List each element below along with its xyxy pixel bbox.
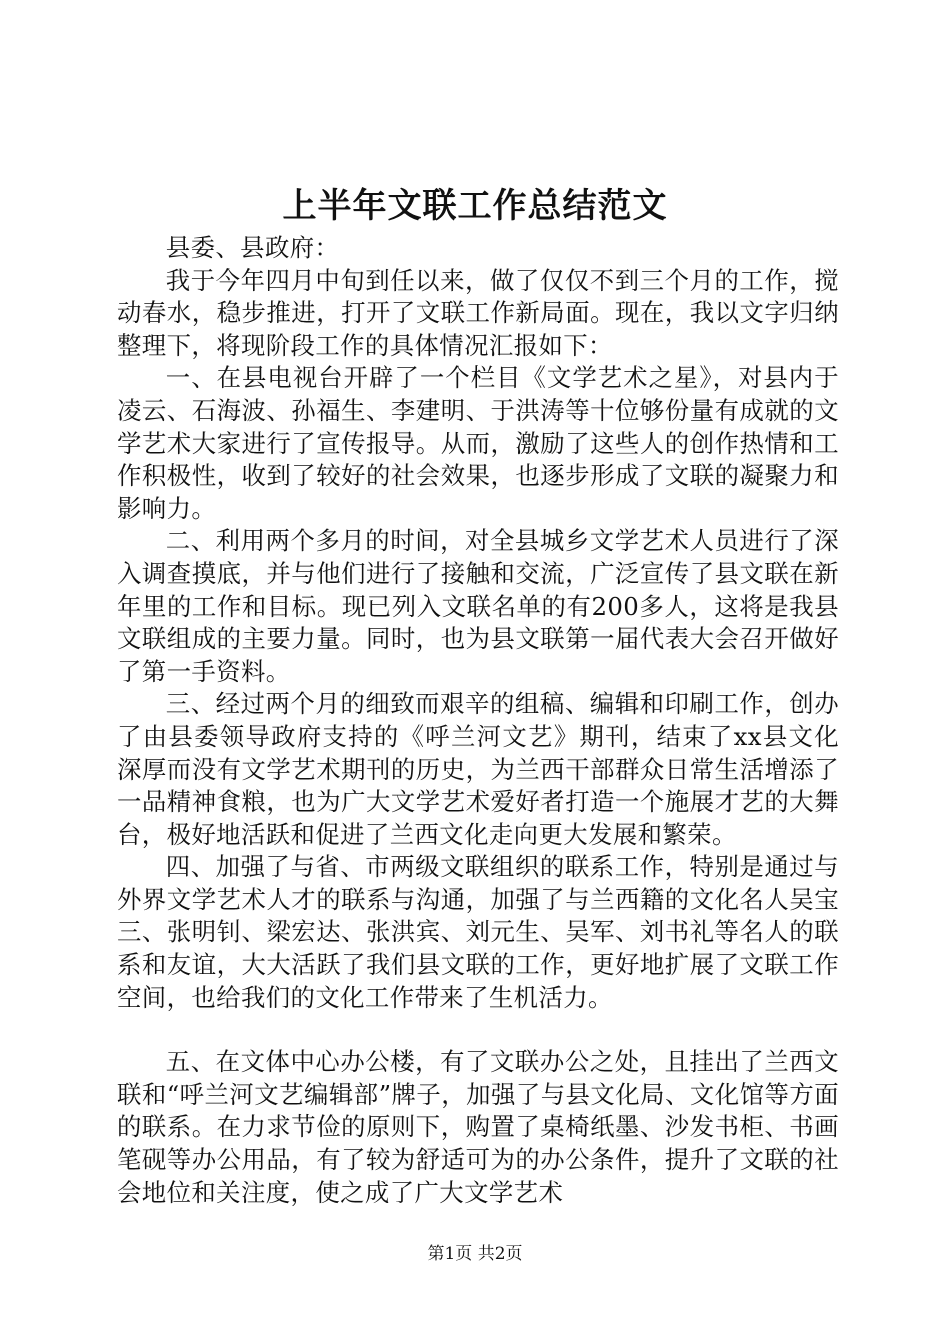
salutation: 县委、县政府： (165, 233, 340, 262)
paragraph-item-4: 四、加强了与省、市两级文联组织的联系工作，特别是通过与外界文学艺术人才的联系与沟通，加强了与兰西籍的文化名人吴宝三、张明钊、梁宏达、张洪宾、刘元生、吴军、刘书礼等名人的联系和友谊，大大活跃了我们县文联的工作，更好地扩展了文联工作空间，也给我们的文化工作带来了生机活力。 (117, 852, 839, 1012)
paragraph-item-5: 五、在文体中心办公楼，有了文联办公之处，且挂出了兰西文联和“呼兰河文艺编辑部”牌子，加强了与县文化局、文化馆等方面的联系。在力求节俭的原则下，购置了桌椅纸墨、沙发书柜、书画笔砚等办公用品，有了较为舒适可为的办公条件，提升了文联的社会地位和关注度，使之成了广大文学艺术 (117, 1047, 839, 1207)
document-title: 上半年文联工作总结范文 (282, 186, 668, 226)
paragraph-item-2: 二、利用两个多月的时间，对全县城乡文学艺术人员进行了深入调查摸底，并与他们进行了接触和交流，广泛宣传了县文联在新年里的工作和目标。现已列入文联名单的有200多人，这将是我县文联组成的主要力量。同时，也为县文联第一届代表大会召开做好了第一手资料。 (117, 526, 839, 686)
paragraph-item-1: 一、在县电视台开辟了一个栏目《文学艺术之星》，对县内于凌云、石海波、孙福生、李建明、于洪涛等十位够份量有成就的文学艺术大家进行了宣传报导。从而，激励了这些人的创作热情和工作积极性，收到了较好的社会效果，也逐步形成了文联的凝聚力和影响力。 (117, 363, 839, 523)
document-body (117, 232, 839, 1209)
page-number: 第1页 共2页 (427, 1244, 523, 1264)
paragraph-item-3: 三、经过两个月的细致而艰辛的组稿、编辑和印刷工作，创办了由县委领导政府支持的《呼兰河文艺》期刊，结束了xx县文化深厚而没有文学艺术期刊的历史，为兰西干部群众日常生活增添了一品精神食粮，也为广大文学艺术爱好者打造一个施展才艺的大舞台，极好地活跃和促进了兰西文化走向更大发展和繁荣。 (117, 689, 839, 849)
paragraph-intro: 我于今年四月中旬到任以来，做了仅仅不到三个月的工作，搅动春水，稳步推进，打开了文联工作新局面。现在，我以文字归纳整理下，将现阶段工作的具体情况汇报如下： (117, 265, 839, 360)
